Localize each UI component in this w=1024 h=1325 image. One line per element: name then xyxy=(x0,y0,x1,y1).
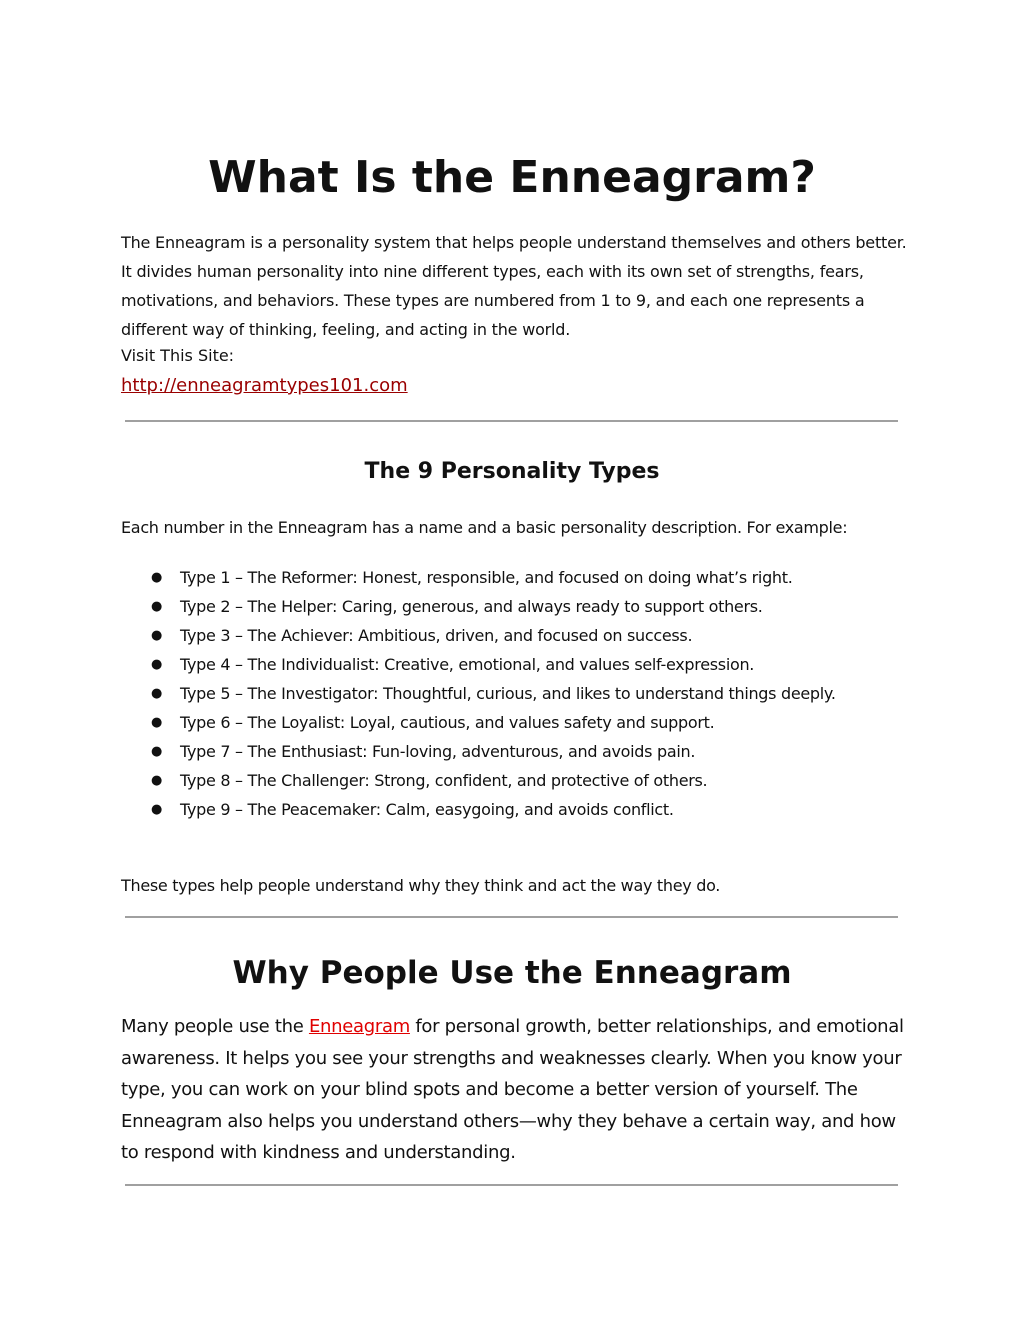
divider-3 xyxy=(125,1184,898,1186)
type-item-text: Type 5 – The Investigator: Thoughtful, curious, and likes to understand things deeply. xyxy=(180,684,836,703)
type-item-text: Type 6 – The Loyalist: Loyal, cautious, and values safety and support. xyxy=(180,713,715,732)
visit-label: Visit This Site: xyxy=(121,346,235,365)
types-closing: These types help people understand why they think and act the way they do. xyxy=(121,876,721,895)
bullet-icon: ● xyxy=(151,599,163,614)
bullet-icon: ● xyxy=(151,570,163,585)
why-heading: Why People Use the Enneagram xyxy=(232,955,792,991)
types-heading: The 9 Personality Types xyxy=(364,459,660,484)
why-text-after: for personal growth, better relationships, and emotional awareness. It helps you see your strengths and weaknesses clearly. When you know your type, you can work on your blind spots and become a better version of yourself. The Enneagram also helps you understand others—why they behave a certain way, and how to respond with kindness and understanding. xyxy=(121,1016,904,1163)
intro-paragraph: The Enneagram is a personality system that helps people understand themselves and others better. It divides human personality into nine different types, each with its own set of strengths, fears, motivations, and behaviors. These types are numbered from 1 to 9, and each one represents a different way of thinking, feeling, and acting in the world. xyxy=(121,233,907,339)
bullet-icon: ● xyxy=(151,628,163,643)
bullet-icon: ● xyxy=(151,744,163,759)
bullet-icon: ● xyxy=(151,686,163,701)
type-item-text: Type 7 – The Enthusiast: Fun-loving, adventurous, and avoids pain. xyxy=(180,742,696,761)
enneagram-link[interactable]: Enneagram xyxy=(308,1016,410,1037)
bullet-icon: ● xyxy=(151,715,163,730)
type-item-text: Type 2 – The Helper: Caring, generous, and always ready to support others. xyxy=(180,597,763,616)
type-item-text: Type 8 – The Challenger: Strong, confident, and protective of others. xyxy=(180,771,708,790)
site-link[interactable]: http://enneagramtypes101.com xyxy=(121,375,408,396)
why-paragraph xyxy=(121,1011,911,1169)
types-lead: Each number in the Enneagram has a name and a basic personality description. For example: xyxy=(121,518,848,537)
divider-2 xyxy=(125,916,898,918)
type-item-text: Type 4 – The Individualist: Creative, emotional, and values self-expression. xyxy=(180,655,755,674)
bullet-icon: ● xyxy=(151,657,163,672)
page-title: What Is the Enneagram? xyxy=(208,152,816,203)
type-item-text: Type 1 – The Reformer: Honest, responsible, and focused on doing what’s right. xyxy=(180,568,793,587)
why-text-before: Many people use the xyxy=(121,1016,309,1037)
type-item-text: Type 3 – The Achiever: Ambitious, driven, and focused on success. xyxy=(180,626,693,645)
divider-1 xyxy=(125,420,898,422)
bullet-icon: ● xyxy=(151,773,163,788)
bullet-icon: ● xyxy=(151,802,163,817)
type-item-text: Type 9 – The Peacemaker: Calm, easygoing, and avoids conflict. xyxy=(180,800,674,819)
